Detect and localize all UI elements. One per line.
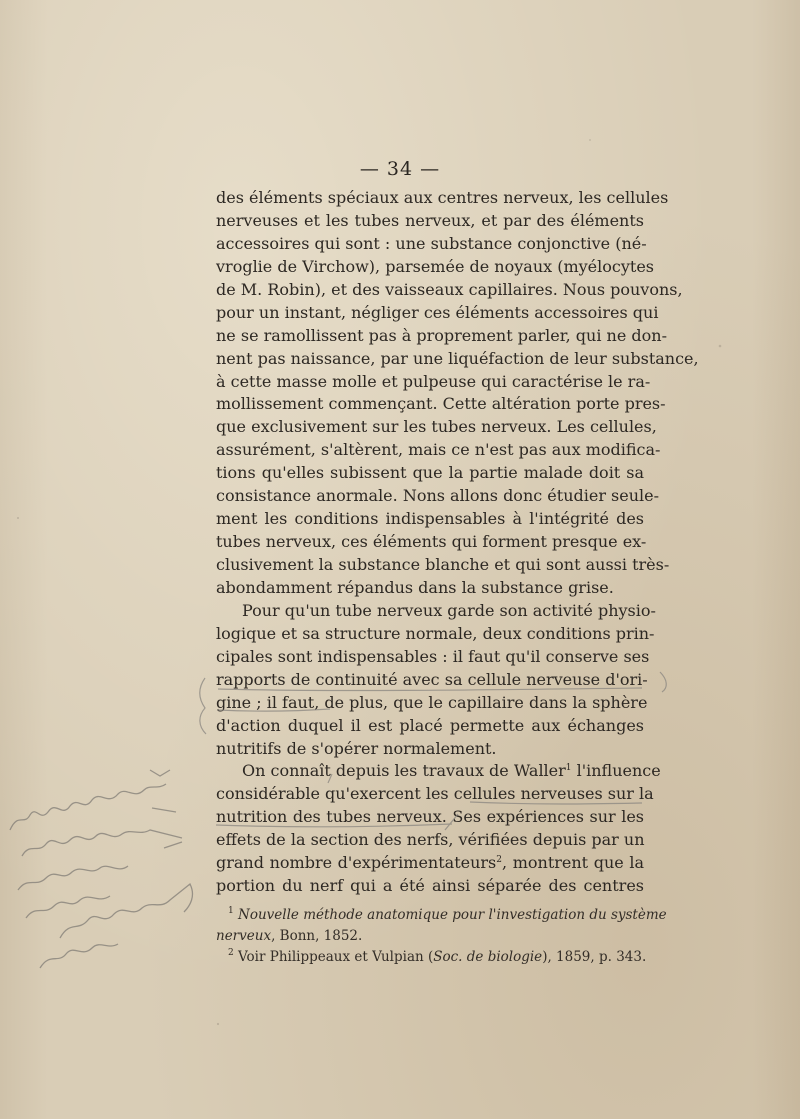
text-line: considérable qu'exercent les cellules nerveuses sur la [216, 784, 654, 804]
text-line: de M. Robin), et des vaisseaux capillaires. Nous pouvons, [216, 279, 683, 299]
text-line: accessoires qui sont : une substance conjonctive (né- [216, 233, 647, 253]
footnote-marker: 1 [228, 906, 234, 916]
text-line: nent pas naissance, par une liquéfaction de leur substance, [216, 348, 699, 368]
text-line: ne se ramollissent pas à proprement parler, qui ne don- [216, 325, 667, 345]
text-line: assurément, s'altèrent, mais ce n'est pas aux modifica- [216, 440, 661, 460]
footnote-text: ), 1859, p. 343. [542, 949, 647, 965]
text-line: mollissement commençant. Cette altération porte pres- [216, 394, 666, 414]
text-segment: On connaît depuis les travaux de Waller [242, 761, 566, 781]
footnote-ref: 2 [496, 855, 502, 866]
page-number: — 34 — [359, 158, 441, 180]
footnote-text: Voir Philippeaux et Vulpian ( [238, 949, 434, 965]
text-line: rapports de continuité avec sa cellule nerveuse d'ori- [216, 669, 648, 689]
footnote-1-cont [216, 926, 644, 947]
text-line: ment les conditions indispensables à l'intégrité des [216, 509, 644, 529]
footnotes [216, 905, 667, 968]
footnote-1 [216, 905, 667, 926]
text-line: que exclusivement sur les tubes nerveux. Les cellules, [216, 417, 657, 437]
footnote-ref: 1 [565, 763, 572, 774]
text-line: logique et sa structure normale, deux conditions prin- [216, 623, 655, 643]
footnote-2 [216, 947, 647, 968]
text-segment: l'influence [571, 761, 661, 781]
text-line: Pour qu'un tube nerveux garde son activité physio- [242, 600, 656, 620]
bracket-mark [200, 678, 206, 734]
text-line: cipales sont indispensables : il faut qu'il conserve ses [216, 646, 650, 666]
text-line: nerveuses et les tubes nerveux, et par des éléments [216, 210, 644, 230]
handwritten-annotation [10, 770, 192, 968]
text-line: vroglie de Virchow), parsemée de noyaux (myélocytes [216, 256, 655, 276]
text-line: d'action duquel il est placé permette aux échanges [216, 715, 644, 735]
text-line: tions qu'elles subissent que la partie malade doit sa [216, 463, 644, 483]
footnote-text: , Bonn, 1852. [271, 928, 363, 944]
bracket-mark [660, 672, 666, 692]
text-line: abondamment répandus dans la substance grise. [216, 577, 614, 597]
text-segment: , montrent que la [502, 853, 644, 873]
footnote-title-cont: nerveux [216, 928, 272, 944]
text-line: pour un instant, négliger ces éléments accessoires qui [216, 302, 659, 322]
text-line: nutritifs de s'opérer normalement. [216, 738, 497, 758]
text-line: gine ; il faut, de plus, que le capillaire dans la sphère [216, 692, 648, 712]
text-line-with-footnote [216, 760, 661, 783]
text-line: à cette masse molle et pulpeuse qui caractérise le ra- [216, 371, 651, 391]
text-line: tubes nerveux, ces éléments qui forment presque ex- [216, 532, 647, 552]
body-text [216, 187, 699, 898]
text-line: nutrition des tubes nerveux. Ses expériences sur les [216, 807, 644, 827]
text-line: portion du nerf qui a été ainsi séparée des centres [216, 876, 644, 896]
text-line: effets de la section des nerfs, vérifiées depuis par un [216, 830, 645, 850]
footnote-title: Nouvelle méthode anatomique pour l'investigation du système [238, 907, 667, 923]
text-line-with-footnote [216, 852, 644, 875]
text-line: des éléments spéciaux aux centres nerveux, les cellules [216, 188, 669, 207]
text-segment: grand nombre d'expérimentateurs [216, 853, 497, 873]
text-line: clusivement la substance blanche et qui sont aussi très- [216, 555, 670, 574]
footnote-marker: 2 [228, 948, 234, 958]
footnote-journal: Soc. de biologie [433, 949, 543, 965]
text-line: consistance anormale. Nons allons donc étudier seule- [216, 486, 660, 506]
